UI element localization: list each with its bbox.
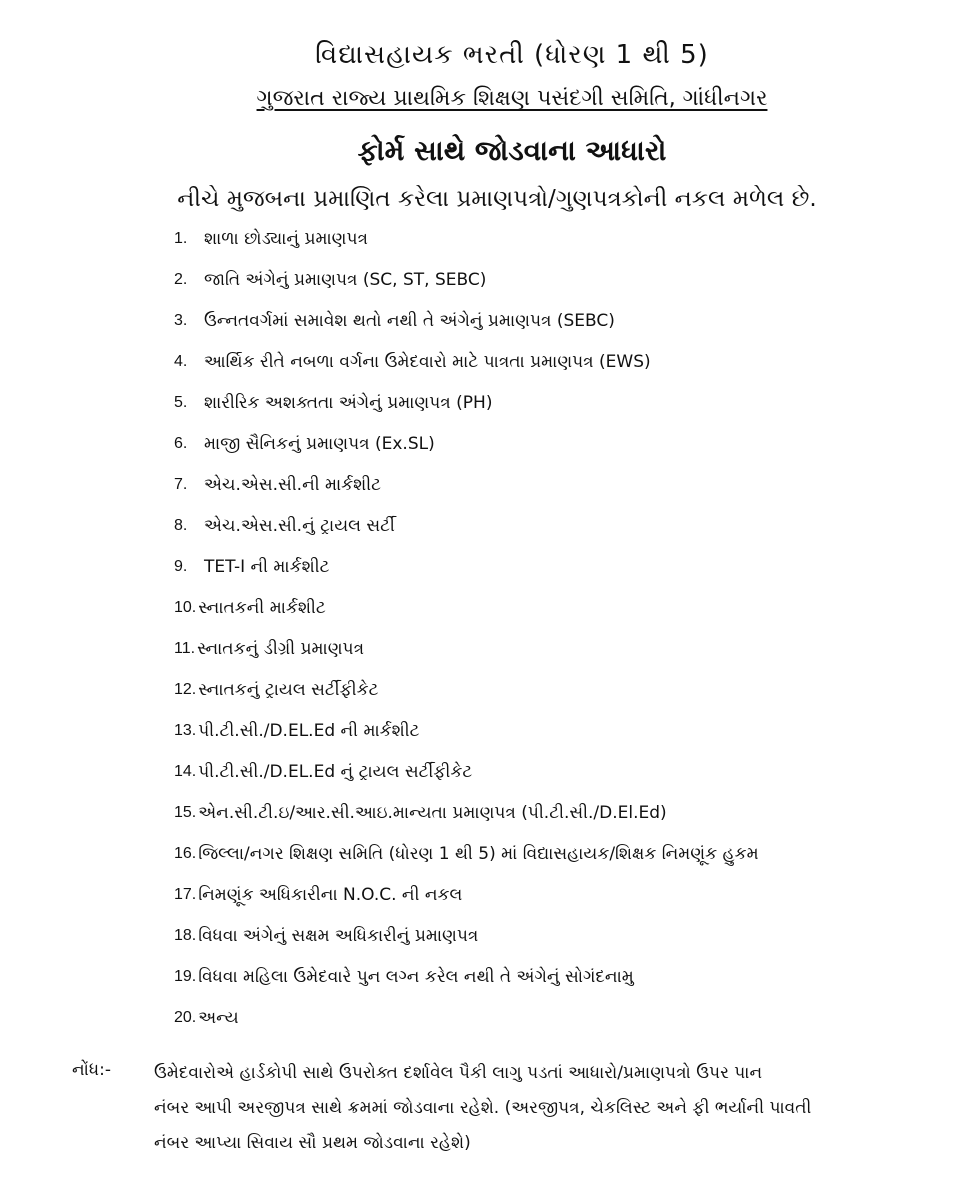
item-number: 20. xyxy=(174,1009,197,1026)
list-item xyxy=(174,964,759,1005)
item-number: 19. xyxy=(174,968,197,985)
list-item xyxy=(174,800,759,841)
item-number: 12. xyxy=(174,681,197,698)
list-item xyxy=(174,226,759,267)
item-number: 7. xyxy=(174,476,188,493)
list-item xyxy=(174,431,759,472)
item-number: 10. xyxy=(174,599,197,616)
item-text: જાતિ અંગેનું પ્રમાણપત્ર (SC, ST, SEBC) xyxy=(204,270,487,290)
list-item xyxy=(174,841,759,882)
list-item xyxy=(174,595,759,636)
item-number: 3. xyxy=(174,312,188,329)
note-line: ઉમેદવારોએ હાર્ડકોપી સાથે ઉપરોક્ત દર્શાવેલ પૈકી લાગુ પડતાં આધારો/પ્રમાણપત્રો ઉપર પાન xyxy=(154,1063,763,1083)
list-item xyxy=(174,882,759,923)
item-number: 2. xyxy=(174,271,188,288)
item-text: શારીરિક અશક્તતા અંગેનું પ્રમાણપત્ર (PH) xyxy=(204,393,493,413)
list-item xyxy=(174,759,759,800)
item-number: 5. xyxy=(174,394,188,411)
list-item xyxy=(174,677,759,718)
item-text: એચ.એસ.સી.નું ટ્રાયલ સર્ટી xyxy=(204,516,395,536)
item-number: 17. xyxy=(174,886,197,903)
item-text: વિધવા અંગેનું સક્ષમ અધિકારીનું પ્રમાણપત્ર xyxy=(198,926,479,946)
item-text: આર્થિક રીતે નબળા વર્ગના ઉમેદવારો માટે પાત્રતા પ્રમાણપત્ર (EWS) xyxy=(204,352,651,372)
list-item xyxy=(174,923,759,964)
list-item xyxy=(174,308,759,349)
item-text: TET-I ની માર્કશીટ xyxy=(204,557,330,577)
documents-list xyxy=(174,226,759,1046)
note-body xyxy=(154,1060,924,1165)
list-item xyxy=(174,718,759,759)
item-text: અન્ય xyxy=(198,1008,239,1028)
list-item xyxy=(174,636,759,677)
item-number: 15. xyxy=(174,804,197,821)
item-text: ઉન્નતવર્ગમાં સમાવેશ થતો નથી તે અંગેનું પ્રમાણપત્ર (SEBC) xyxy=(204,311,615,331)
item-number: 16. xyxy=(174,845,197,862)
note-line: નંબર આપી અરજીપત્ર સાથે ક્રમમાં જોડવાના રહેશે. (અરજીપત્ર, ચેકલિસ્ટ અને ફી ભર્યાની પાવતી xyxy=(154,1098,812,1118)
list-item xyxy=(174,349,759,390)
item-text: સ્નાતકનું ડીગ્રી પ્રમાણપત્ર xyxy=(197,639,365,659)
item-number: 8. xyxy=(174,517,188,534)
list-item xyxy=(174,554,759,595)
item-text: શાળા છોડ્યાનું પ્રમાણપત્ર xyxy=(204,229,368,249)
item-number: 13. xyxy=(174,722,197,739)
note-line: નંબર આપ્યા સિવાય સૌ પ્રથમ જોડવાના રહેશે) xyxy=(154,1133,471,1153)
list-item xyxy=(174,472,759,513)
item-number: 14. xyxy=(174,763,197,780)
item-text: સ્નાતકનું ટ્રાયલ સર્ટીફીકેટ xyxy=(198,680,379,700)
list-item xyxy=(174,1005,759,1046)
list-item xyxy=(174,513,759,554)
item-number: 1. xyxy=(174,230,188,247)
subtitle-text: ગુજરાત રાજ્ય પ્રાથમિક શિક્ષણ પસંદગી સમિતિ, ગાંધીનગર xyxy=(256,86,768,111)
document-heading: ફોર્મ સાથે જોડવાના આધારો xyxy=(357,134,667,167)
list-item xyxy=(174,267,759,308)
item-number: 4. xyxy=(174,353,188,370)
item-text: નિમણૂંક અધિકારીના N.O.C. ની નકલ xyxy=(198,885,463,905)
item-text: પી.ટી.સી./D.EL.Ed ની માર્કશીટ xyxy=(198,721,420,741)
intro-text: નીચે મુજબના પ્રમાણિત કરેલા પ્રમાણપત્રો/ગુણપત્રકોની નકલ મળેલ છે. xyxy=(177,186,817,212)
item-text: સ્નાતકની માર્કશીટ xyxy=(198,598,326,618)
item-text: વિધવા મહિલા ઉમેદવારે પુન લગ્ન કરેલ નથી તે અંગેનું સોગંદનામુ xyxy=(198,967,634,987)
item-number: 18. xyxy=(174,927,197,944)
document-title: વિદ્યાસહાયક ભરતી (ધોરણ 1 થી 5) xyxy=(315,40,709,70)
document-subtitle xyxy=(0,86,964,111)
item-number: 6. xyxy=(174,435,188,452)
item-text: જિલ્લા/નગર શિક્ષણ સમિતિ (ધોરણ 1 થી 5) માં વિદ્યાસહાયક/શિક્ષક નિમણૂંક હુકમ xyxy=(198,844,759,864)
list-item xyxy=(174,390,759,431)
item-text: પી.ટી.સી./D.EL.Ed નું ટ્રાયલ સર્ટીફીકેટ xyxy=(198,762,473,782)
item-number: 9. xyxy=(174,558,188,575)
item-number: 11. xyxy=(174,640,196,657)
item-text: માજી સૈનિકનું પ્રમાણપત્ર (Ex.SL) xyxy=(204,434,435,454)
item-text: એન.સી.ટી.ઇ/આર.સી.આઇ.માન્યતા પ્રમાણપત્ર (પી.ટી.સી./D.El.Ed) xyxy=(198,803,667,823)
note-label: નોંધ:- xyxy=(72,1060,111,1080)
item-text: એચ.એસ.સી.ની માર્કશીટ xyxy=(204,475,382,495)
